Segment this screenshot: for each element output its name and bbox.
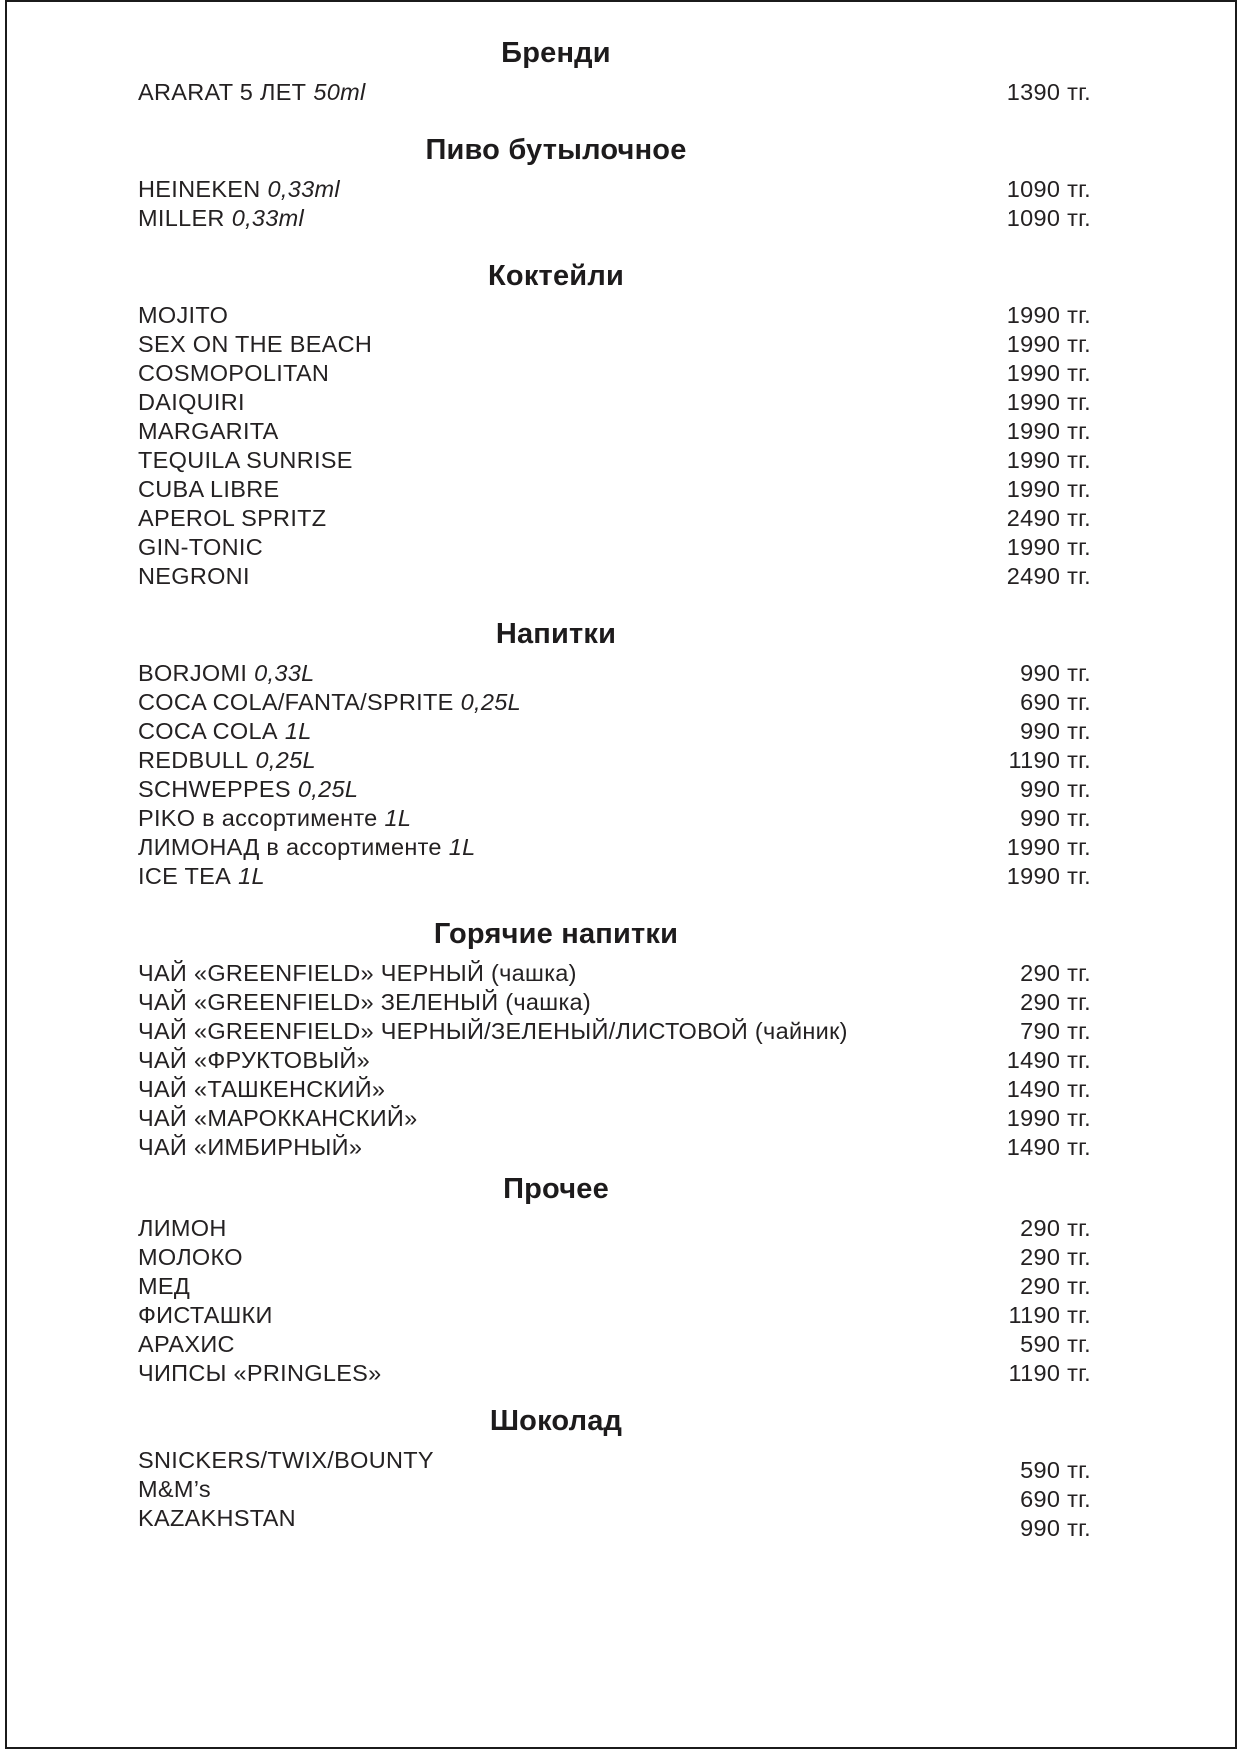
item-name: MOJITO: [138, 302, 229, 328]
item-name: ЧИПСЫ «PRINGLES»: [138, 1360, 382, 1386]
item-volume: 0,25L: [297, 776, 359, 802]
item-price: 990 тг.: [1020, 776, 1091, 802]
item-price: 790 тг.: [1020, 1018, 1091, 1044]
section-title: Горячие напитки: [433, 918, 679, 950]
item-name: ЧАЙ «МАРОККАНСКИЙ»: [138, 1105, 418, 1131]
item-price: 690 тг.: [1020, 689, 1091, 715]
item-price: 1090 тг.: [1006, 205, 1091, 231]
menu-section: [138, 133, 1091, 233]
item-name-group: [138, 78, 1007, 107]
item-name-group: [138, 1214, 1020, 1243]
item-name-group: [138, 359, 1007, 388]
item-price: 290 тг.: [1020, 1215, 1091, 1241]
item-volume: 1L: [284, 718, 312, 744]
item-name-group: [138, 1301, 1009, 1330]
section-title: Напитки: [495, 618, 617, 650]
item-name-group: [138, 833, 1007, 862]
item-name: COCA COLA/FANTA/SPRITE: [138, 689, 454, 715]
section-title: Бренди: [501, 37, 611, 69]
menu-item-row: [138, 1504, 1091, 1541]
item-price: 1990 тг.: [1006, 302, 1091, 328]
item-name: REDBULL: [138, 747, 249, 773]
item-price: 690 тг.: [1020, 1486, 1091, 1512]
item-price: 290 тг.: [1020, 1273, 1091, 1299]
item-name-group: [138, 533, 1007, 562]
item-name-group: [138, 717, 1020, 746]
menu-item-row: [138, 1359, 1091, 1388]
item-name-group: [138, 204, 1007, 233]
item-price: 590 тг.: [1020, 1331, 1091, 1357]
menu-section: [138, 617, 1091, 891]
item-name: МОЛОКО: [138, 1244, 243, 1270]
item-name: ЧАЙ «GREENFIELD» ЧЕРНЫЙ (чашка): [138, 960, 577, 986]
item-name: ICE TEA: [138, 863, 232, 889]
item-name: CUBA LIBRE: [138, 476, 280, 502]
item-price: 1990 тг.: [1006, 418, 1091, 444]
item-name-group: [138, 1475, 1020, 1504]
menu-item-row: [138, 175, 1091, 204]
menu-item-row: [138, 417, 1091, 446]
menu-item-row: [138, 1243, 1091, 1272]
menu-item-row: [138, 78, 1091, 107]
item-name: NEGRONI: [138, 563, 250, 589]
menu-item-row: [138, 988, 1091, 1017]
item-name: COCA COLA: [138, 718, 278, 744]
menu-item-row: [138, 359, 1091, 388]
item-price: 1190 тг.: [1008, 1360, 1091, 1386]
item-name: HEINEKEN: [138, 176, 261, 202]
item-name-group: [138, 804, 1020, 833]
item-name: PIKO в ассортименте: [138, 805, 378, 831]
item-price: 2490 тг.: [1006, 563, 1091, 589]
item-price: 1990 тг.: [1006, 331, 1091, 357]
menu-item-row: [138, 1017, 1091, 1046]
item-name-group: [138, 659, 1020, 688]
item-name: MARGARITA: [138, 418, 279, 444]
item-name: ЛИМОНАД в ассортименте: [138, 834, 442, 860]
menu-item-row: [138, 746, 1091, 775]
item-name: COSMOPOLITAN: [138, 360, 330, 386]
item-name-group: [138, 862, 1007, 891]
menu-item-row: [138, 1046, 1091, 1075]
menu-section: [138, 917, 1091, 1162]
menu-item-row: [138, 688, 1091, 717]
item-name-group: [138, 988, 1020, 1017]
item-name-group: [138, 775, 1020, 804]
item-price: 1990 тг.: [1006, 389, 1091, 415]
item-price: 1490 тг.: [1006, 1134, 1091, 1160]
item-price: 1990 тг.: [1006, 360, 1091, 386]
item-volume: 0,25L: [460, 689, 521, 715]
section-title: Коктейли: [488, 260, 624, 292]
item-name: GIN-TONIC: [138, 534, 263, 560]
item-name: KAZAKHSTAN: [138, 1505, 296, 1531]
menu-section: [138, 259, 1091, 591]
item-name-group: [138, 1017, 1020, 1046]
item-name-group: [138, 1046, 1007, 1075]
item-price: 1990 тг.: [1006, 863, 1091, 889]
menu-item-row: [138, 504, 1091, 533]
item-name-group: [138, 746, 1009, 775]
menu-item-row: [138, 1272, 1091, 1301]
item-volume: 1L: [384, 805, 412, 831]
item-name: SCHWEPPES: [138, 776, 291, 802]
item-price: 1190 тг.: [1008, 1302, 1091, 1328]
menu-item-row: [138, 446, 1091, 475]
item-volume: 0,33ml: [231, 205, 305, 231]
item-price: 290 тг.: [1020, 1244, 1091, 1270]
menu-item-row: [138, 804, 1091, 833]
menu-item-row: [138, 1446, 1091, 1483]
menu-item-row: [138, 1104, 1091, 1133]
item-name-group: [138, 1272, 1020, 1301]
item-price: 1090 тг.: [1006, 176, 1091, 202]
menu-item-row: [138, 562, 1091, 591]
menu-page: [138, 0, 1091, 1541]
item-price: 590 тг.: [1020, 1457, 1091, 1483]
item-name-group: [138, 417, 1007, 446]
item-name-group: [138, 475, 1007, 504]
item-price: 1490 тг.: [1006, 1047, 1091, 1073]
item-price: 1990 тг.: [1006, 534, 1091, 560]
section-title: Шоколад: [489, 1405, 623, 1437]
menu-item-row: [138, 533, 1091, 562]
menu-item-row: [138, 475, 1091, 504]
item-name-group: [138, 446, 1007, 475]
menu-item-row: [138, 959, 1091, 988]
item-name: ЧАЙ «ИМБИРНЫЙ»: [138, 1134, 363, 1160]
item-price: 290 тг.: [1020, 960, 1091, 986]
item-volume: 0,33ml: [267, 176, 340, 202]
item-name: ЧАЙ «ТАШКЕНСКИЙ»: [138, 1076, 386, 1102]
item-name: ФИСТАШКИ: [138, 1302, 273, 1328]
item-name-group: [138, 1446, 1020, 1475]
item-name-group: [138, 1104, 1007, 1133]
item-name: ARARAT 5 ЛЕТ: [138, 79, 307, 105]
item-price: 2490 тг.: [1006, 505, 1091, 531]
item-volume: 50ml: [313, 79, 366, 105]
item-name: TEQUILA SUNRISE: [138, 447, 353, 473]
item-name: SNICKERS/TWIX/BOUNTY: [138, 1447, 434, 1473]
item-name-group: [138, 562, 1007, 591]
item-name: SEX ON THE BEACH: [138, 331, 373, 357]
item-volume: 0,33L: [254, 660, 315, 686]
menu-section: [138, 36, 1091, 107]
item-name-group: [138, 388, 1007, 417]
item-name-group: [138, 959, 1020, 988]
item-name-group: [138, 175, 1007, 204]
section-title: Прочее: [503, 1173, 609, 1205]
item-price: 1390 тг.: [1006, 79, 1091, 105]
menu-item-row: [138, 1214, 1091, 1243]
item-name-group: [138, 1330, 1020, 1359]
item-price: 990 тг.: [1020, 805, 1091, 831]
menu-item-row: [138, 1301, 1091, 1330]
item-price: 1990 тг.: [1006, 1105, 1091, 1131]
item-name: APEROL SPRITZ: [138, 505, 327, 531]
item-name-group: [138, 1504, 1020, 1533]
item-volume: 1L: [238, 863, 265, 889]
menu-item-row: [138, 862, 1091, 891]
menu-item-row: [138, 330, 1091, 359]
item-name: МЕД: [138, 1273, 191, 1299]
item-price: 990 тг.: [1020, 660, 1091, 686]
item-price: 1990 тг.: [1006, 447, 1091, 473]
item-name: BORJOMI: [138, 660, 248, 686]
item-name: ЧАЙ «GREENFIELD» ЧЕРНЫЙ/ЗЕЛЕНЫЙ/ЛИСТОВОЙ (чайник): [138, 1018, 848, 1044]
item-name: M&M’s: [138, 1476, 211, 1502]
item-name: ЧАЙ «GREENFIELD» ЗЕЛЕНЫЙ (чашка): [138, 989, 592, 1015]
menu-item-row: [138, 775, 1091, 804]
menu-item-row: [138, 833, 1091, 862]
item-name-group: [138, 301, 1007, 330]
item-name-group: [138, 1075, 1007, 1104]
item-name: MILLER: [138, 205, 225, 231]
section-title: Пиво бутылочное: [425, 134, 687, 166]
menu-item-row: [138, 1330, 1091, 1359]
menu-item-row: [138, 1475, 1091, 1512]
item-price: 290 тг.: [1020, 989, 1091, 1015]
menu-item-row: [138, 1133, 1091, 1162]
item-name: DAIQUIRI: [138, 389, 245, 415]
item-name-group: [138, 1243, 1020, 1272]
item-volume: 1L: [448, 834, 476, 860]
item-name-group: [138, 330, 1007, 359]
item-price: 990 тг.: [1020, 1515, 1091, 1541]
item-price: 1490 тг.: [1006, 1076, 1091, 1102]
item-name-group: [138, 1133, 1007, 1162]
item-price: 1190 тг.: [1008, 747, 1091, 773]
menu-section: [138, 1404, 1091, 1541]
item-name-group: [138, 688, 1020, 717]
menu-item-row: [138, 1075, 1091, 1104]
item-name-group: [138, 504, 1007, 533]
item-name: АРАХИС: [138, 1331, 235, 1357]
menu-item-row: [138, 301, 1091, 330]
item-price: 1990 тг.: [1006, 476, 1091, 502]
item-price: 990 тг.: [1020, 718, 1091, 744]
menu-item-row: [138, 388, 1091, 417]
menu-item-row: [138, 204, 1091, 233]
item-name-group: [138, 1359, 1009, 1388]
item-name: ЧАЙ «ФРУКТОВЫЙ»: [138, 1047, 370, 1073]
menu-section: [138, 1172, 1091, 1388]
item-volume: 0,25L: [255, 747, 316, 773]
menu-item-row: [138, 659, 1091, 688]
item-name: ЛИМОН: [138, 1215, 227, 1241]
menu-item-row: [138, 717, 1091, 746]
item-price: 1990 тг.: [1006, 834, 1091, 860]
